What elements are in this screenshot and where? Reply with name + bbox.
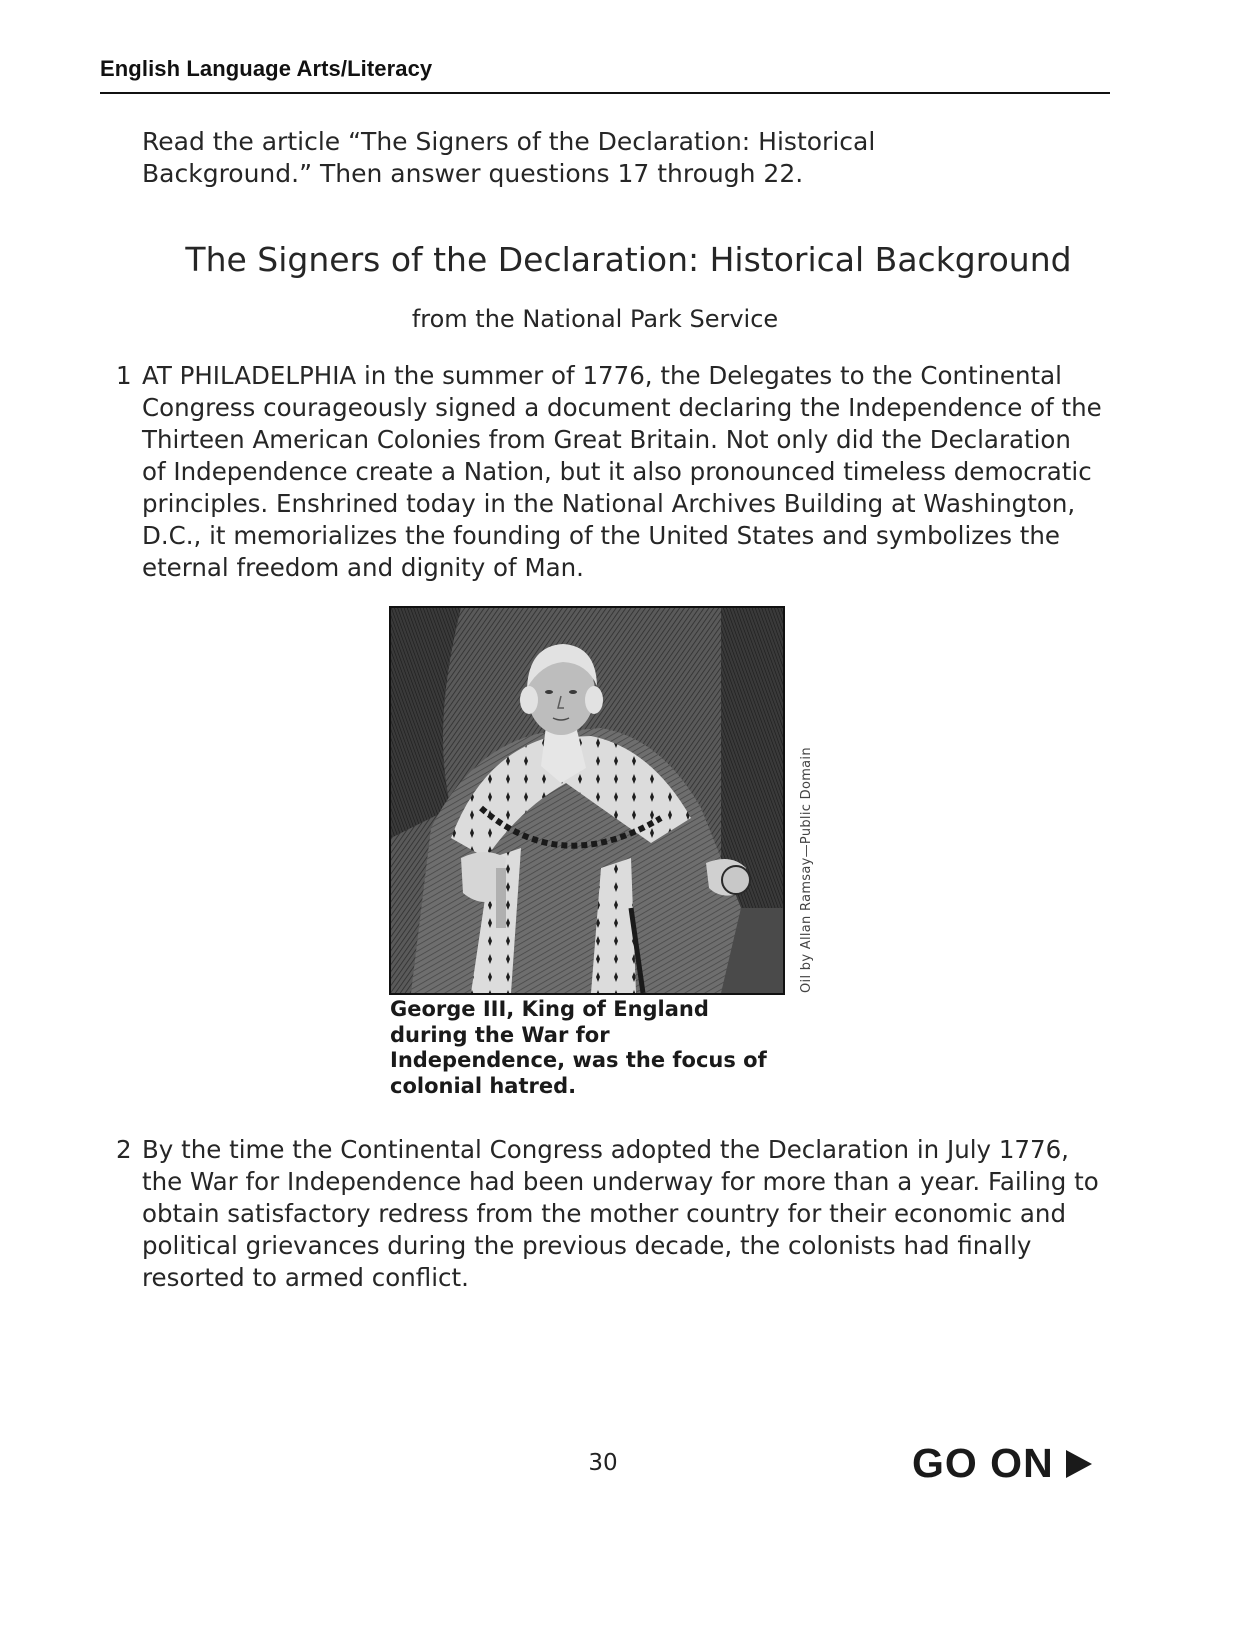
paragraph-text: AT PHILADELPHIA in the summer of 1776, the Delegates to the Continental Congress courageously signed a document declaring the Independence of the Thirteen American Colonies from Great Britain. Not only did the Declaration of Independence create a Nation, but it also pronounced timeless democratic principles. Enshrined today in the National Archives Building at Washington, D.C., it memorializes the founding of the United States and symbolizes the eternal freedom and dignity of Man.: [142, 361, 1102, 582]
paragraph-number: 2: [116, 1135, 132, 1164]
subject-title: English Language Arts/Literacy: [100, 56, 433, 81]
go-on-button[interactable]: [912, 1440, 1092, 1487]
image-credit: Oil by Allan Ramsay—Public Domain: [799, 747, 814, 993]
reading-instructions: Read the article “The Signers of the Declaration: Historical Background.” Then answer questions 17 through 22.: [142, 127, 876, 188]
go-on-label: GO ON: [912, 1440, 1054, 1486]
article-title: The Signers of the Declaration: Historical Background: [185, 240, 1072, 279]
paragraph-text: By the time the Continental Congress adopted the Declaration in July 1776, the War for Independence had been underway for more than a year. Failing to obtain satisfactory redress from the mother country for their economic and political grievances during the previous decade, the colonists had finally resorted to armed conflict.: [142, 1135, 1099, 1292]
paragraph-2: [116, 1134, 1102, 1294]
page-number: 30: [588, 1450, 618, 1476]
paragraph-number: 1: [116, 361, 132, 390]
article-source: from the National Park Service: [411, 305, 779, 333]
paragraph-1: [116, 360, 1102, 584]
portrait-image-george-iii: [389, 606, 785, 995]
right-arrow-icon: [1066, 1450, 1092, 1478]
image-caption: George III, King of England during the War for Independence, was the focus of colonial hatred.: [390, 997, 767, 1098]
page-header: [100, 56, 1110, 94]
